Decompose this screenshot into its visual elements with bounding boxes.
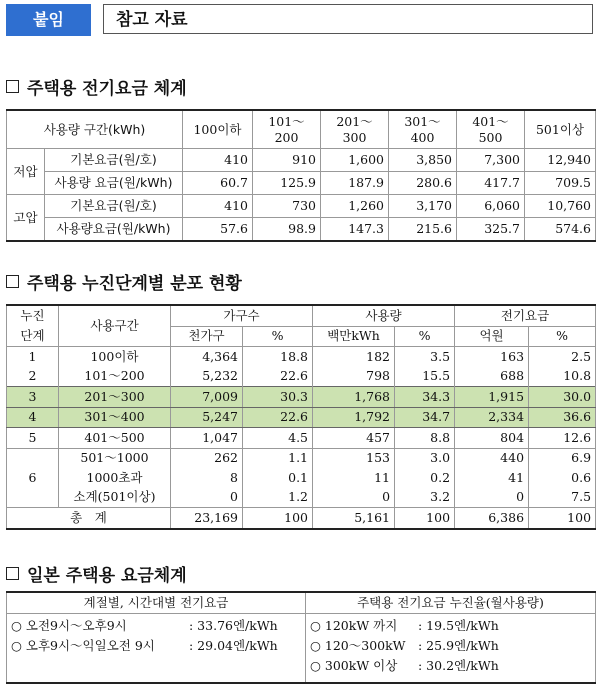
table-header-row: 단계 천가구 % 백만kWh % 억원 % bbox=[7, 326, 596, 347]
table-row: 소계(501이상) 0 1.2 0 3.2 0 7.5 bbox=[7, 488, 596, 508]
list-item: ○ 오전9시～오후9시 : 33.76엔/kWh bbox=[11, 618, 278, 633]
table-row: 사용량 요금(원/kWh) 60.7 125.9 187.9 280.6 417.7 709.5 bbox=[7, 172, 596, 195]
table-header-row: 누진 사용구간 가구수 사용량 전기요금 bbox=[7, 305, 596, 326]
section-title-3: 일본 주택용 요금체계 bbox=[6, 561, 187, 586]
checkbox-icon bbox=[6, 275, 19, 288]
table-total-row: 총 계 23,169 100 5,161 100 6,386 100 bbox=[7, 508, 596, 529]
list-item: ○ 300kW 이상 : 30.2엔/kWh bbox=[310, 658, 499, 673]
list-item: ○ 120～300kW : 25.9엔/kWh bbox=[310, 638, 499, 653]
section-title-1: 주택용 전기요금 체계 bbox=[6, 74, 187, 99]
list-item: ○ 오후9시～익일오전 9시 : 29.04엔/kWh bbox=[11, 638, 278, 653]
table-row: 1 100이하 4,364 18.8 182 3.5 163 2.5 bbox=[7, 347, 596, 367]
table-row: 저압 기본요금(원/호) 410 910 1,600 3,850 7,300 12,940 bbox=[7, 149, 596, 172]
table-header-row: 계절별, 시간대별 전기요금 주택용 전기요금 누진율(월사용량) bbox=[7, 592, 596, 614]
page-title: 참고 자료 bbox=[103, 4, 593, 34]
table-row: 2 101～200 5,232 22.6 798 15.5 688 10.8 bbox=[7, 367, 596, 387]
table-row: 사용량요금(원/kWh) 57.6 98.9 147.3 215.6 325.7 574.6 bbox=[7, 218, 596, 242]
table-row: 5 401～500 1,047 4.5 457 8.8 804 12.6 bbox=[7, 428, 596, 449]
progressive-rate-cell bbox=[306, 614, 596, 684]
table-row: 1000초과 8 0.1 11 0.2 41 0.6 bbox=[7, 468, 596, 488]
rate-table bbox=[6, 109, 596, 242]
distribution-table bbox=[6, 304, 596, 530]
checkbox-icon bbox=[6, 567, 19, 580]
table-row: 고압 기본요금(원/호) 410 730 1,260 3,170 6,060 10,760 bbox=[7, 195, 596, 218]
list-item: ○ 120kW 까지 : 19.5엔/kWh bbox=[310, 618, 499, 633]
table-header-row: 사용량 구간(kWh) 100이하 101～ 200 201～ 300 301～ 400 401～ 500 501이상 bbox=[7, 110, 596, 149]
time-rate-cell bbox=[7, 614, 306, 684]
attachment-tag: 붙임 bbox=[6, 4, 91, 36]
japan-rate-table bbox=[6, 591, 596, 684]
table-row-highlighted: 4 301～400 5,247 22.6 1,792 34.7 2,334 36.6 bbox=[7, 407, 596, 428]
checkbox-icon bbox=[6, 80, 19, 93]
table-row bbox=[7, 614, 596, 684]
table-row-highlighted: 3 201～300 7,009 30.3 1,768 34.3 1,915 30.0 bbox=[7, 387, 596, 408]
table-row: 6 501～1000 262 1.1 153 3.0 440 6.9 bbox=[7, 448, 596, 468]
section-title-2: 주택용 누진단계별 분포 현황 bbox=[6, 269, 242, 294]
header-bar bbox=[6, 4, 593, 36]
